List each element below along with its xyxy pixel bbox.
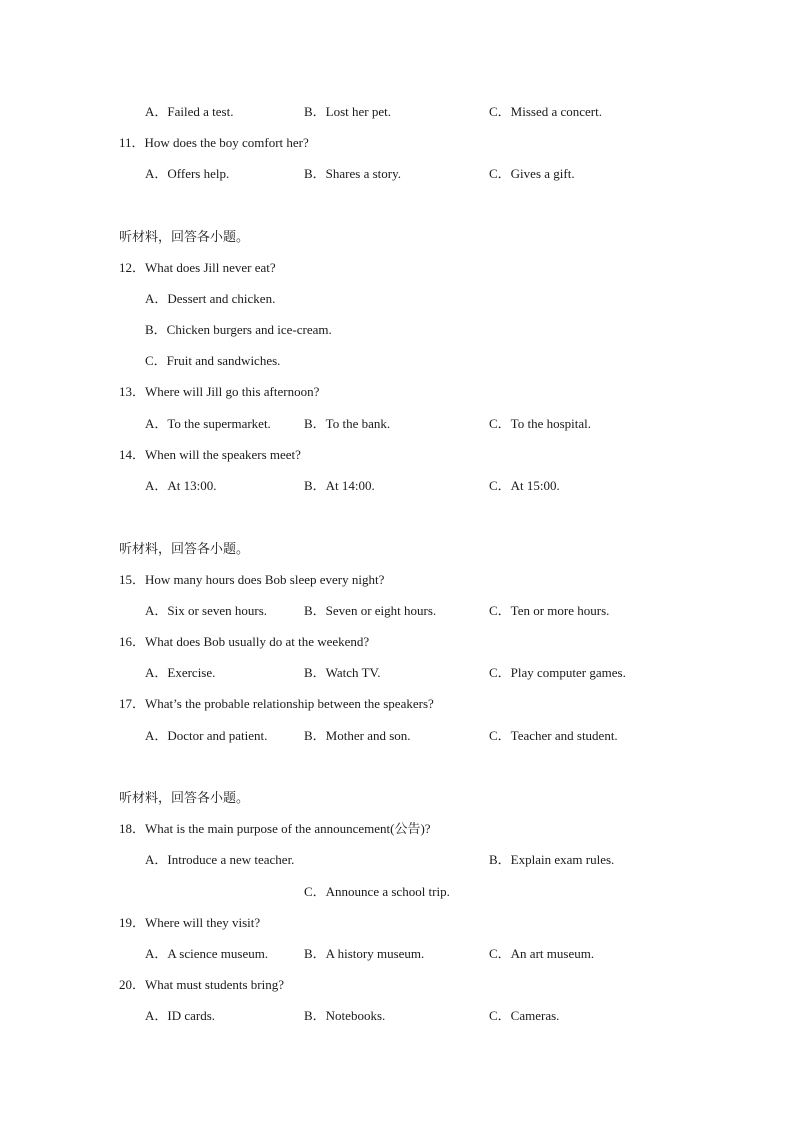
question-text: 20．What must students bring? [119, 977, 285, 992]
question-text: 11．How does the boy comfort her? [119, 135, 309, 150]
answer-option: B．Shares a story. [304, 166, 402, 181]
answer-option: B．Seven or eight hours. [304, 603, 437, 618]
answer-option: A．To the supermarket. [145, 416, 271, 431]
answer-option: C．Play computer games. [489, 665, 626, 680]
section-heading: 听材料，回答各小题。 [119, 229, 250, 244]
answer-option: A．Exercise. [145, 665, 216, 680]
answer-option: A．Dessert and chicken. [145, 291, 276, 306]
answer-option: A．A science museum. [145, 946, 269, 961]
answer-option: B．Mother and son. [304, 728, 411, 743]
answer-option: A．Failed a test. [145, 104, 234, 119]
answer-option: A．Introduce a new teacher. [145, 852, 295, 867]
answer-option: B．At 14:00. [304, 478, 375, 493]
answer-option: C．Cameras. [489, 1008, 560, 1023]
answer-option: B．Chicken burgers and ice-cream. [145, 322, 332, 337]
section-heading: 听材料，回答各小题。 [119, 541, 250, 556]
answer-option: A．ID cards. [145, 1008, 216, 1023]
answer-option: A．Doctor and patient. [145, 728, 268, 743]
answer-option: C．Teacher and student. [489, 728, 618, 743]
answer-option: A．At 13:00. [145, 478, 217, 493]
answer-option: C．An art museum. [489, 946, 595, 961]
answer-option: C．To the hospital. [489, 416, 592, 431]
answer-option: C．Fruit and sandwiches. [145, 353, 281, 368]
question-text: 16．What does Bob usually do at the weekend? [119, 634, 370, 649]
answer-option: A．Six or seven hours. [145, 603, 268, 618]
answer-option: B．Explain exam rules. [489, 852, 615, 867]
answer-option: B．Notebooks. [304, 1008, 386, 1023]
answer-option: A．Offers help. [145, 166, 230, 181]
section-heading: 听材料，回答各小题。 [119, 790, 250, 805]
answer-option: C．At 15:00. [489, 478, 560, 493]
question-text: 19．Where will they visit? [119, 915, 261, 930]
question-text: 15．How many hours does Bob sleep every night? [119, 572, 385, 587]
question-text: 13．Where will Jill go this afternoon? [119, 384, 320, 399]
answer-option: C．Missed a concert. [489, 104, 603, 119]
answer-option: B．Lost her pet. [304, 104, 392, 119]
question-text: 17．What’s the probable relationship between the speakers? [119, 696, 434, 711]
answer-option: B．To the bank. [304, 416, 391, 431]
answer-option: C．Gives a gift. [489, 166, 575, 181]
question-text: 18．What is the main purpose of the announcement(公告)? [119, 821, 431, 836]
answer-option: B．A history museum. [304, 946, 425, 961]
question-text: 12．What does Jill never eat? [119, 260, 276, 275]
answer-option: C．Ten or more hours. [489, 603, 610, 618]
answer-option: B．Watch TV. [304, 665, 381, 680]
answer-option: C．Announce a school trip. [304, 884, 450, 899]
question-text: 14．When will the speakers meet? [119, 447, 301, 462]
